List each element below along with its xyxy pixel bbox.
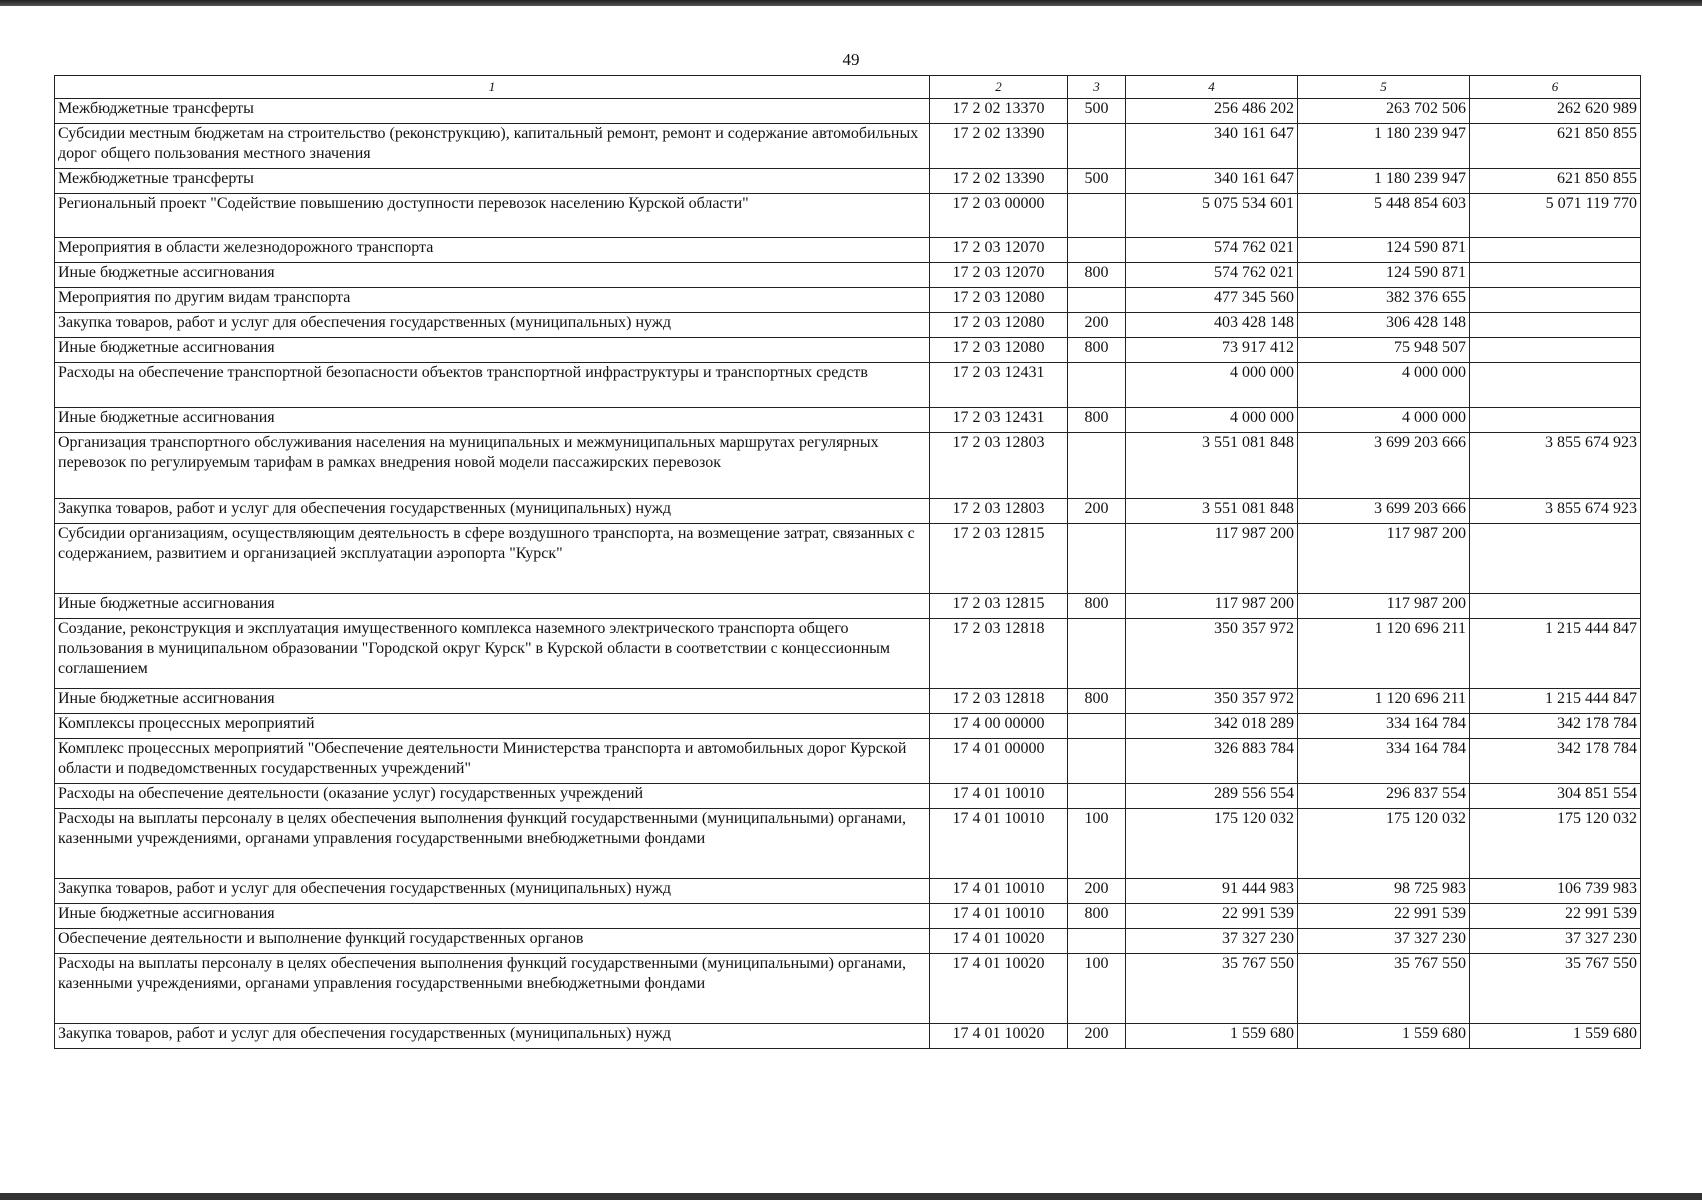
- row-value-col6: [1470, 288, 1641, 313]
- table-row: [55, 363, 1641, 408]
- row-value-col5: 98 725 983: [1298, 879, 1470, 904]
- row-value-col6: 262 620 989: [1470, 99, 1641, 124]
- row-value-col4: 175 120 032: [1126, 809, 1298, 879]
- row-value-col6: 621 850 855: [1470, 169, 1641, 194]
- table-row: [55, 954, 1641, 1024]
- table-row: [55, 689, 1641, 714]
- row-name: Межбюджетные трансферты: [55, 99, 930, 124]
- row-value-col5: 263 702 506: [1298, 99, 1470, 124]
- row-expense-type: [1068, 194, 1126, 238]
- row-value-col4: 1 559 680: [1126, 1024, 1298, 1049]
- table-row: [55, 784, 1641, 809]
- row-name: Закупка товаров, работ и услуг для обеспечения государственных (муниципальных) нужд: [55, 879, 930, 904]
- row-code: 17 2 03 12818: [930, 689, 1068, 714]
- table-row: [55, 433, 1641, 499]
- table-row: [55, 169, 1641, 194]
- row-name: Мероприятия по другим видам транспорта: [55, 288, 930, 313]
- row-expense-type: [1068, 433, 1126, 499]
- row-name: Иные бюджетные ассигнования: [55, 689, 930, 714]
- row-expense-type: 800: [1068, 408, 1126, 433]
- row-name: Иные бюджетные ассигнования: [55, 338, 930, 363]
- table-row: [55, 619, 1641, 689]
- row-expense-type: [1068, 524, 1126, 594]
- table-row: [55, 99, 1641, 124]
- row-expense-type: [1068, 714, 1126, 739]
- row-value-col4: 340 161 647: [1126, 124, 1298, 169]
- row-code: 17 4 01 00000: [930, 739, 1068, 784]
- row-code: 17 2 03 12080: [930, 313, 1068, 338]
- row-value-col6: 342 178 784: [1470, 714, 1641, 739]
- row-value-col4: 340 161 647: [1126, 169, 1298, 194]
- row-value-col5: 296 837 554: [1298, 784, 1470, 809]
- row-code: 17 4 01 10010: [930, 784, 1068, 809]
- row-value-col5: 124 590 871: [1298, 263, 1470, 288]
- row-code: 17 2 02 13370: [930, 99, 1068, 124]
- row-value-col6: [1470, 408, 1641, 433]
- budget-table: [54, 75, 1641, 1049]
- row-value-col6: 3 855 674 923: [1470, 499, 1641, 524]
- row-expense-type: 800: [1068, 689, 1126, 714]
- row-expense-type: 500: [1068, 99, 1126, 124]
- row-value-col4: 73 917 412: [1126, 338, 1298, 363]
- row-value-col5: 4 000 000: [1298, 408, 1470, 433]
- row-value-col4: 403 428 148: [1126, 313, 1298, 338]
- row-name: Закупка товаров, работ и услуг для обеспечения государственных (муниципальных) нужд: [55, 313, 930, 338]
- table-row: [55, 338, 1641, 363]
- row-name: Обеспечение деятельности и выполнение функций государственных органов: [55, 929, 930, 954]
- row-value-col4: 3 551 081 848: [1126, 499, 1298, 524]
- table-row: [55, 408, 1641, 433]
- column-header-4: 4: [1126, 76, 1298, 99]
- row-code: 17 4 01 10010: [930, 904, 1068, 929]
- row-value-col5: 1 120 696 211: [1298, 689, 1470, 714]
- row-value-col5: 117 987 200: [1298, 594, 1470, 619]
- row-value-col5: 1 180 239 947: [1298, 124, 1470, 169]
- row-value-col6: [1470, 263, 1641, 288]
- row-name: Региональный проект "Содействие повышению доступности перевозок населению Курской области": [55, 194, 930, 238]
- row-code: 17 2 02 13390: [930, 169, 1068, 194]
- table-row: [55, 288, 1641, 313]
- row-expense-type: [1068, 238, 1126, 263]
- table-row: [55, 263, 1641, 288]
- table-row: [55, 499, 1641, 524]
- table-row: [55, 1024, 1641, 1049]
- row-expense-type: [1068, 288, 1126, 313]
- column-header-6: 6: [1470, 76, 1641, 99]
- row-value-col6: [1470, 594, 1641, 619]
- row-code: 17 4 01 10010: [930, 879, 1068, 904]
- row-value-col4: 4 000 000: [1126, 363, 1298, 408]
- row-value-col5: 1 559 680: [1298, 1024, 1470, 1049]
- table-row: [55, 524, 1641, 594]
- row-name: Организация транспортного обслуживания населения на муниципальных и межмуниципальных маршрутах регулярных перевозок по регулируемым тарифам в рамках внедрения новой модели пассажирских перевозок: [55, 433, 930, 499]
- row-name: Субсидии местным бюджетам на строительство (реконструкцию), капитальный ремонт, ремонт и содержание автомобильных дорог общего пользования местного значения: [55, 124, 930, 169]
- column-header-1: 1: [55, 76, 930, 99]
- row-name: Субсидии организациям, осуществляющим деятельность в сфере воздушного транспорта, на возмещение затрат, связанных с содержанием, развитием и организацией эксплуатации аэропорта "Курск": [55, 524, 930, 594]
- row-value-col5: 306 428 148: [1298, 313, 1470, 338]
- row-expense-type: 800: [1068, 594, 1126, 619]
- row-code: 17 2 03 12815: [930, 524, 1068, 594]
- row-code: 17 2 03 12070: [930, 263, 1068, 288]
- page-number: 49: [842, 50, 860, 69]
- row-code: 17 4 01 10020: [930, 929, 1068, 954]
- row-value-col6: [1470, 363, 1641, 408]
- row-name: Закупка товаров, работ и услуг для обеспечения государственных (муниципальных) нужд: [55, 499, 930, 524]
- row-value-col6: 1 215 444 847: [1470, 619, 1641, 689]
- row-value-col5: 22 991 539: [1298, 904, 1470, 929]
- row-expense-type: [1068, 929, 1126, 954]
- row-value-col4: 256 486 202: [1126, 99, 1298, 124]
- row-expense-type: 200: [1068, 313, 1126, 338]
- row-value-col5: 1 120 696 211: [1298, 619, 1470, 689]
- row-value-col4: 3 551 081 848: [1126, 433, 1298, 499]
- row-expense-type: [1068, 363, 1126, 408]
- row-code: 17 2 03 12818: [930, 619, 1068, 689]
- table-row: [55, 929, 1641, 954]
- row-value-col6: [1470, 313, 1641, 338]
- row-value-col6: 37 327 230: [1470, 929, 1641, 954]
- row-name: Межбюджетные трансферты: [55, 169, 930, 194]
- row-value-col5: 382 376 655: [1298, 288, 1470, 313]
- row-value-col6: [1470, 338, 1641, 363]
- row-value-col4: 350 357 972: [1126, 619, 1298, 689]
- row-code: 17 2 03 12080: [930, 288, 1068, 313]
- row-value-col6: 304 851 554: [1470, 784, 1641, 809]
- column-header-2: 2: [930, 76, 1068, 99]
- row-name: Иные бюджетные ассигнования: [55, 263, 930, 288]
- row-value-col6: 621 850 855: [1470, 124, 1641, 169]
- row-expense-type: 200: [1068, 1024, 1126, 1049]
- row-value-col4: 477 345 560: [1126, 288, 1298, 313]
- row-code: 17 4 01 10020: [930, 1024, 1068, 1049]
- row-value-col6: [1470, 238, 1641, 263]
- row-code: 17 4 00 00000: [930, 714, 1068, 739]
- row-expense-type: 100: [1068, 809, 1126, 879]
- row-expense-type: [1068, 739, 1126, 784]
- row-value-col6: 1 559 680: [1470, 1024, 1641, 1049]
- table-row: [55, 904, 1641, 929]
- row-value-col6: 22 991 539: [1470, 904, 1641, 929]
- row-expense-type: 100: [1068, 954, 1126, 1024]
- row-code: 17 2 03 12803: [930, 499, 1068, 524]
- row-value-col4: 5 075 534 601: [1126, 194, 1298, 238]
- row-value-col5: 4 000 000: [1298, 363, 1470, 408]
- scan-top-edge: [0, 0, 1702, 6]
- row-expense-type: 200: [1068, 879, 1126, 904]
- row-value-col5: 1 180 239 947: [1298, 169, 1470, 194]
- row-code: 17 4 01 10010: [930, 809, 1068, 879]
- row-expense-type: [1068, 619, 1126, 689]
- table-row: [55, 238, 1641, 263]
- row-value-col6: 5 071 119 770: [1470, 194, 1641, 238]
- row-value-col4: 326 883 784: [1126, 739, 1298, 784]
- column-header-3: 3: [1068, 76, 1126, 99]
- column-header-5: 5: [1298, 76, 1470, 99]
- row-value-col6: 175 120 032: [1470, 809, 1641, 879]
- row-expense-type: 800: [1068, 263, 1126, 288]
- row-code: 17 2 03 12815: [930, 594, 1068, 619]
- row-value-col5: 3 699 203 666: [1298, 499, 1470, 524]
- row-value-col5: 75 948 507: [1298, 338, 1470, 363]
- table-row: [55, 739, 1641, 784]
- table-row: [55, 124, 1641, 169]
- scan-bottom-edge: [0, 1193, 1702, 1200]
- row-value-col5: 334 164 784: [1298, 714, 1470, 739]
- row-name: Расходы на обеспечение транспортной безопасности объектов транспортной инфраструктуры и транспортных средств: [55, 363, 930, 408]
- row-code: 17 2 03 12803: [930, 433, 1068, 499]
- row-value-col4: 350 357 972: [1126, 689, 1298, 714]
- row-code: 17 2 03 00000: [930, 194, 1068, 238]
- row-code: 17 2 02 13390: [930, 124, 1068, 169]
- row-name: Комплексы процессных мероприятий: [55, 714, 930, 739]
- row-value-col5: 175 120 032: [1298, 809, 1470, 879]
- column-number-row: [55, 76, 1641, 99]
- row-value-col4: 4 000 000: [1126, 408, 1298, 433]
- row-value-col4: 22 991 539: [1126, 904, 1298, 929]
- row-name: Иные бюджетные ассигнования: [55, 594, 930, 619]
- row-name: Расходы на выплаты персоналу в целях обеспечения выполнения функций государственными (муниципальными) органами, казенными учреждениями, органами управления государственными внебюджетными фондами: [55, 809, 930, 879]
- table-row: [55, 594, 1641, 619]
- row-value-col5: 37 327 230: [1298, 929, 1470, 954]
- table-row: [55, 714, 1641, 739]
- row-name: Иные бюджетные ассигнования: [55, 904, 930, 929]
- row-value-col6: [1470, 524, 1641, 594]
- table-row: [55, 313, 1641, 338]
- row-expense-type: 200: [1068, 499, 1126, 524]
- row-value-col6: 35 767 550: [1470, 954, 1641, 1024]
- table-row: [55, 879, 1641, 904]
- row-code: 17 2 03 12431: [930, 363, 1068, 408]
- row-code: 17 2 03 12080: [930, 338, 1068, 363]
- row-value-col5: 5 448 854 603: [1298, 194, 1470, 238]
- row-code: 17 2 03 12431: [930, 408, 1068, 433]
- row-value-col4: 117 987 200: [1126, 524, 1298, 594]
- row-name: Расходы на обеспечение деятельности (оказание услуг) государственных учреждений: [55, 784, 930, 809]
- row-value-col5: 117 987 200: [1298, 524, 1470, 594]
- row-name: Мероприятия в области железнодорожного транспорта: [55, 238, 930, 263]
- row-expense-type: 800: [1068, 338, 1126, 363]
- row-value-col5: 334 164 784: [1298, 739, 1470, 784]
- row-value-col6: 3 855 674 923: [1470, 433, 1641, 499]
- row-value-col4: 35 767 550: [1126, 954, 1298, 1024]
- row-value-col4: 342 018 289: [1126, 714, 1298, 739]
- row-name: Комплекс процессных мероприятий "Обеспечение деятельности Министерства транспорта и автомобильных дорог Курской области и подведомственных государственных учреждений": [55, 739, 930, 784]
- row-name: Иные бюджетные ассигнования: [55, 408, 930, 433]
- row-expense-type: 500: [1068, 169, 1126, 194]
- table-row: [55, 809, 1641, 879]
- row-value-col4: 91 444 983: [1126, 879, 1298, 904]
- row-value-col4: 574 762 021: [1126, 263, 1298, 288]
- row-expense-type: [1068, 124, 1126, 169]
- row-value-col5: 3 699 203 666: [1298, 433, 1470, 499]
- row-value-col4: 37 327 230: [1126, 929, 1298, 954]
- row-value-col6: 106 739 983: [1470, 879, 1641, 904]
- row-code: 17 4 01 10020: [930, 954, 1068, 1024]
- row-name: Создание, реконструкция и эксплуатация имущественного комплекса наземного электрического транспорта общего пользования в муниципальном образовании "Городской округ Курск" в Курской области в соответствии с концессионным соглашением: [55, 619, 930, 689]
- row-expense-type: [1068, 784, 1126, 809]
- row-name: Закупка товаров, работ и услуг для обеспечения государственных (муниципальных) нужд: [55, 1024, 930, 1049]
- row-value-col6: 342 178 784: [1470, 739, 1641, 784]
- row-value-col5: 35 767 550: [1298, 954, 1470, 1024]
- row-expense-type: 800: [1068, 904, 1126, 929]
- row-value-col4: 574 762 021: [1126, 238, 1298, 263]
- row-code: 17 2 03 12070: [930, 238, 1068, 263]
- row-value-col5: 124 590 871: [1298, 238, 1470, 263]
- table-row: [55, 194, 1641, 238]
- row-value-col6: 1 215 444 847: [1470, 689, 1641, 714]
- row-value-col4: 117 987 200: [1126, 594, 1298, 619]
- row-value-col4: 289 556 554: [1126, 784, 1298, 809]
- row-name: Расходы на выплаты персоналу в целях обеспечения выполнения функций государственными (муниципальными) органами, казенными учреждениями, органами управления государственными внебюджетными фондами: [55, 954, 930, 1024]
